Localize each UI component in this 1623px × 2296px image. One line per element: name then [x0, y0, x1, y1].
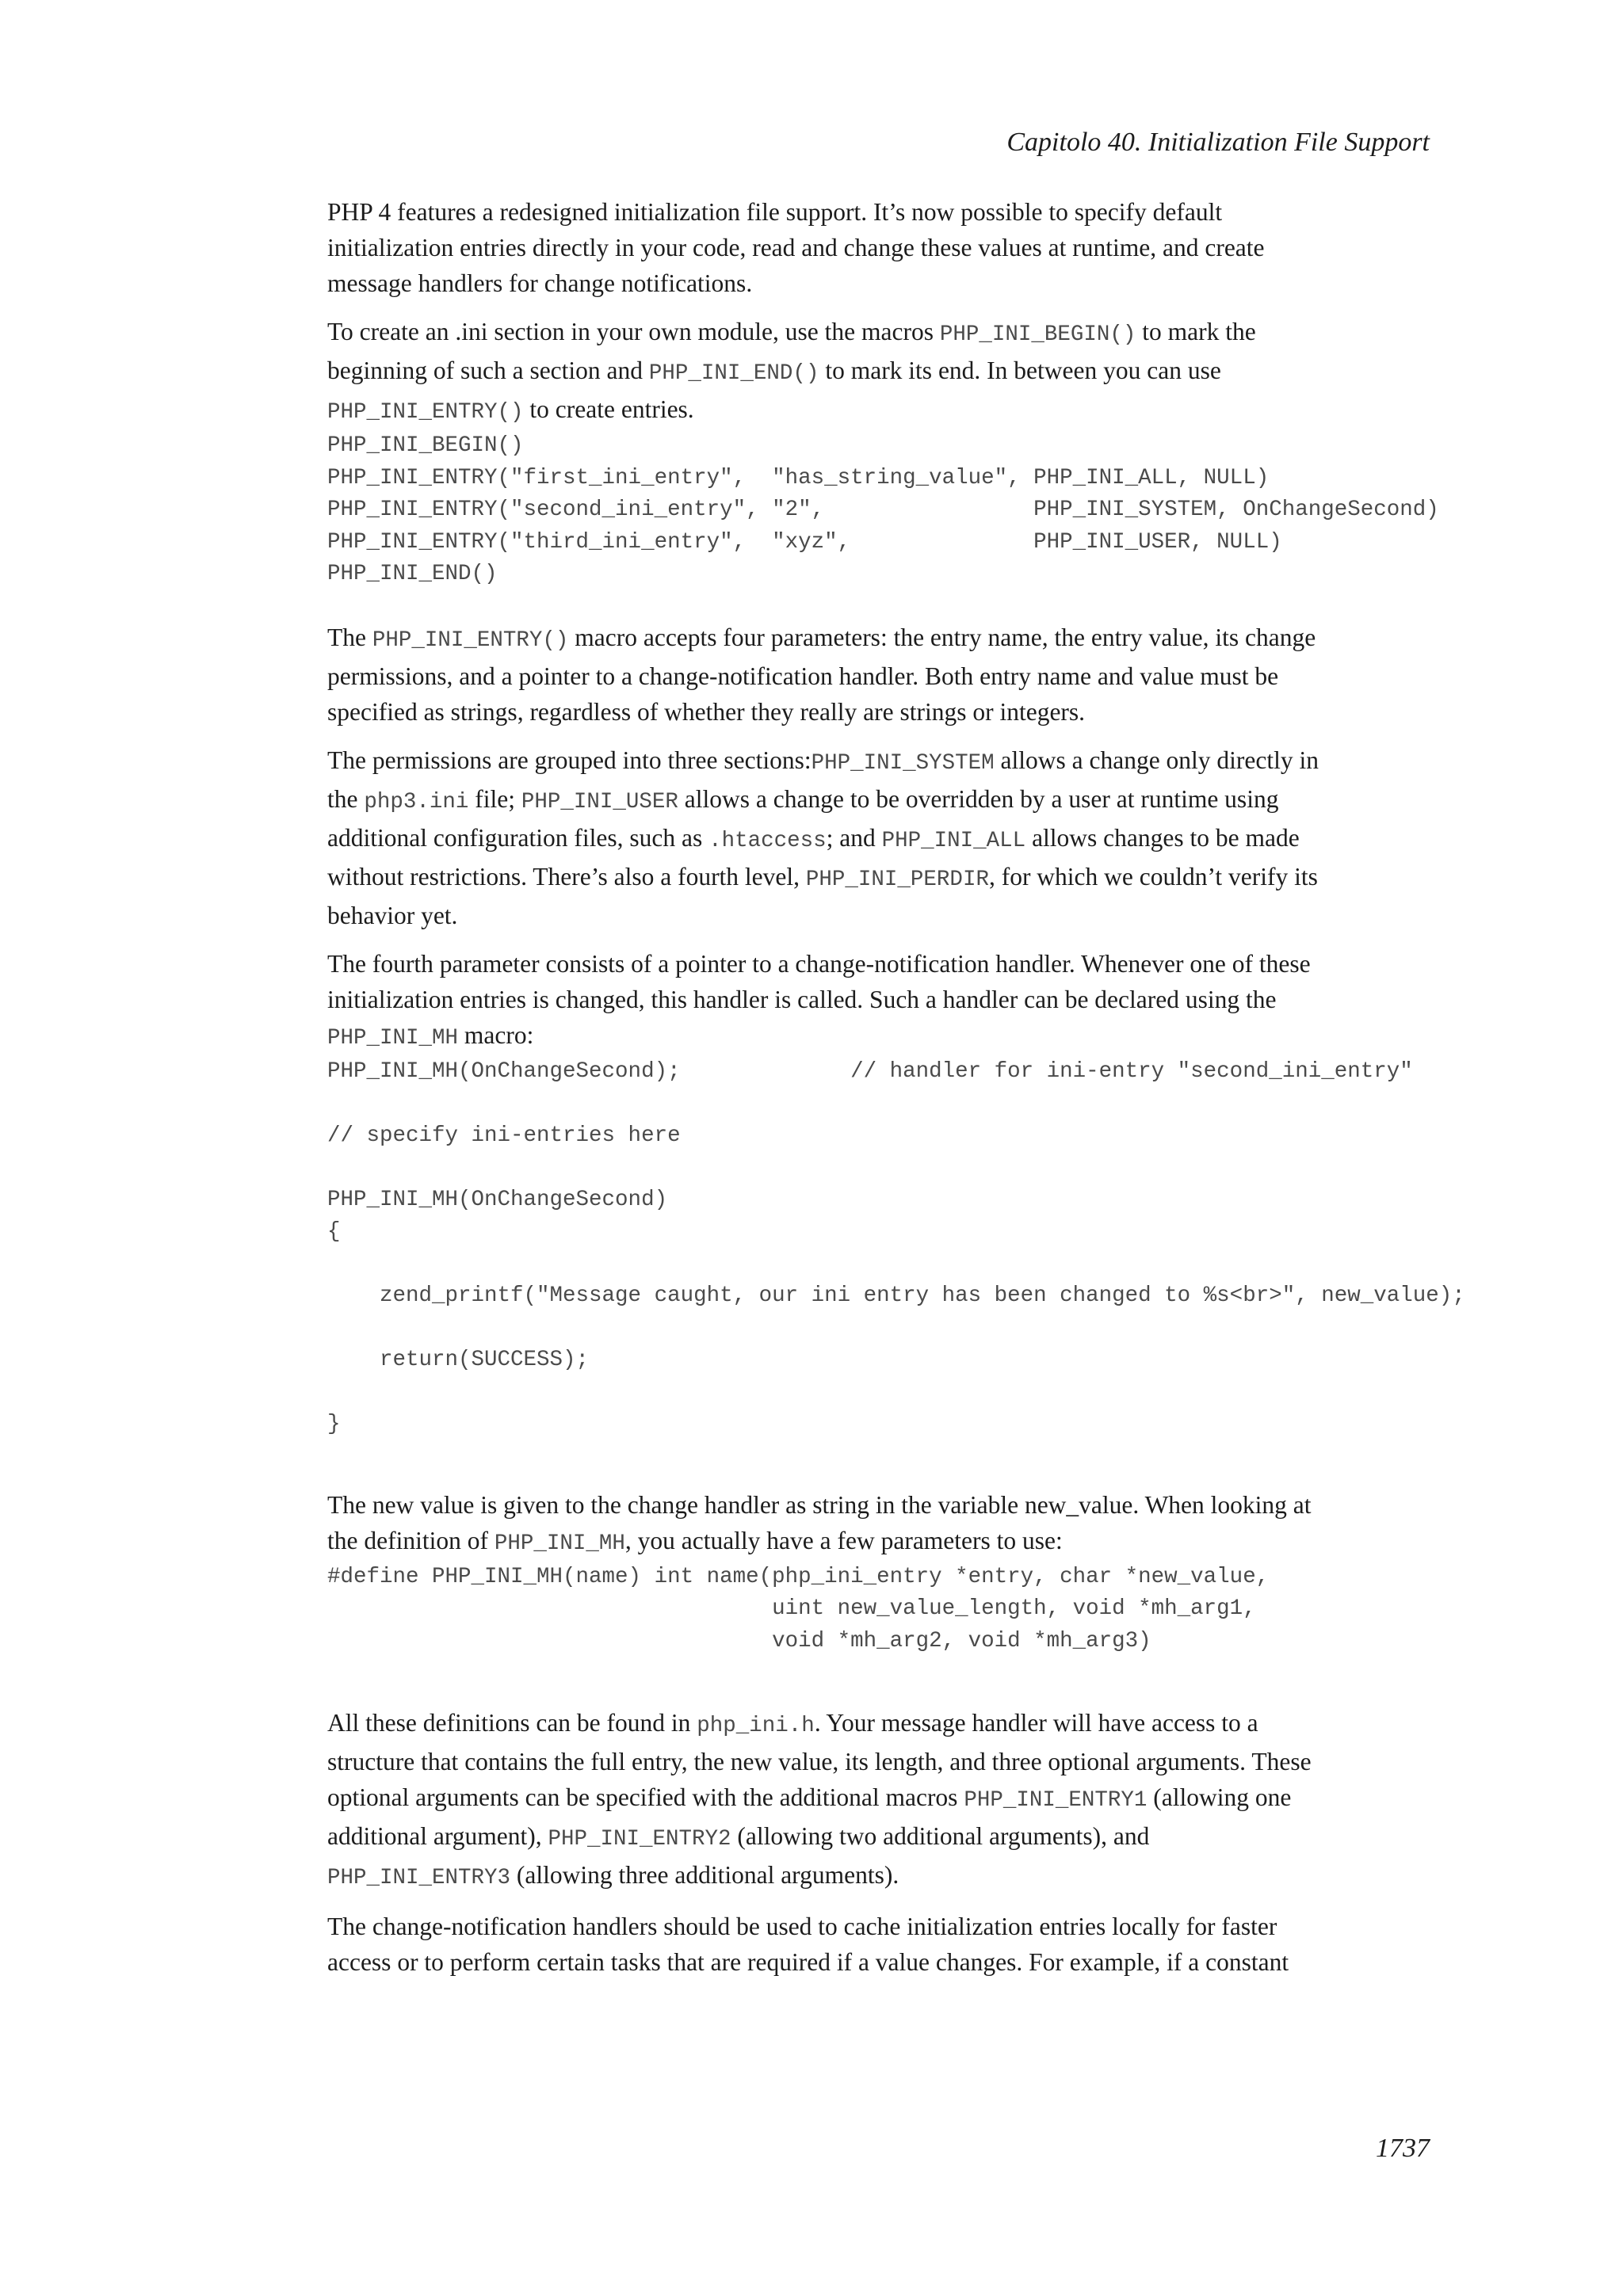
inline-code: PHP_INI_MH: [327, 1025, 459, 1051]
text-run: permissions, and a pointer to a change-notification handler. Both entry name and value must be: [327, 662, 1279, 690]
text-line: access or to perform certain tasks that are required if a value changes. For example, if a constant: [327, 1948, 1289, 1976]
text-run: macro:: [458, 1020, 534, 1049]
inline-code: php_ini.h: [697, 1714, 815, 1738]
ini-section-paragraph: [327, 314, 1437, 430]
code-block-ini-entries: PHP_INI_BEGIN() PHP_INI_ENTRY("first_ini_entry", "has_string_value", PHP_INI_ALL, NULL) PHP_INI_ENTRY("second_ini_entry", "2", PHP_INI_SYSTEM, OnChangeSecond) PHP_INI_ENTRY("third_ini_entry", "xyz", PHP_INI_USER, NULL) PHP_INI_END(): [327, 433, 1439, 586]
intro-paragraph: [327, 194, 1437, 301]
inline-code: PHP_INI_USER: [521, 789, 678, 814]
text-run: without restrictions. There’s also a fourth level,: [327, 862, 806, 891]
text-run: additional argument),: [327, 1822, 548, 1850]
text-run: macro accepts four parameters: the entry name, the entry value, its change: [568, 623, 1316, 651]
caching-paragraph: [327, 1909, 1437, 1980]
definitions-paragraph: [327, 1705, 1437, 1896]
text-run: the: [327, 784, 365, 813]
inline-code: .htaccess: [708, 828, 827, 853]
text-line: initialization entries directly in your code, read and change these values at runtime, and create: [327, 234, 1265, 261]
text-run: To create an .ini section in your own module, use the macros: [327, 318, 940, 345]
page-body: [327, 194, 1465, 1980]
text-run: additional configuration files, such as: [327, 823, 709, 852]
code-block-change-handler: PHP_INI_MH(OnChangeSecond); // handler for ini-entry "second_ini_entry" // specify ini-entries here PHP_INI_MH(OnChangeSecond) { zend_printf("Message caught, our ini entry has been changed to %s<br>", new_value); return(SUCCESS); }: [327, 1058, 1465, 1436]
text-line: The change-notification handlers should be used to cache initialization entries locally for faster: [327, 1913, 1277, 1940]
text-run: file;: [468, 784, 521, 813]
text-run: allows a change only directly in: [994, 746, 1319, 774]
text-run: , you actually have a few parameters to use:: [624, 1526, 1063, 1554]
text-run: , for which we couldn’t verify its: [988, 862, 1318, 891]
inline-code: PHP_INI_ENTRY3: [327, 1866, 511, 1890]
inline-code: PHP_INI_ENTRY1: [964, 1788, 1148, 1813]
text-run: structure that contains the full entry, the new value, its length, and three optional arguments. These: [327, 1748, 1312, 1775]
inline-code: PHP_INI_ENTRY(): [327, 400, 524, 425]
inline-code: PHP_INI_BEGIN(): [939, 322, 1136, 347]
text-run: to mark its end. In between you can use: [819, 357, 1221, 384]
inline-code: PHP_INI_END(): [648, 361, 819, 386]
inline-code: PHP_INI_PERDIR: [805, 867, 989, 892]
new-value-paragraph: [327, 1487, 1437, 1562]
inline-code: PHP_INI_ENTRY(): [372, 627, 569, 653]
text-run: beginning of such a section and: [327, 357, 649, 384]
text-run: (allowing one: [1147, 1783, 1292, 1811]
inline-code: PHP_INI_ALL: [881, 828, 1026, 853]
text-run: behavior yet.: [327, 901, 458, 929]
page-number: 1737: [1376, 2134, 1430, 2163]
text-run: All these definitions can be found in: [327, 1709, 697, 1737]
text-run: initialization entries is changed, this handler is called. Such a handler can be declared using the: [327, 985, 1277, 1013]
text-run: The: [327, 623, 372, 651]
handler-paragraph: [327, 946, 1437, 1056]
inline-code: php3.ini: [364, 789, 469, 814]
text-run: to create entries.: [523, 395, 694, 423]
inline-code: PHP_INI_ENTRY2: [548, 1827, 731, 1852]
macro-parameters-paragraph: [327, 620, 1437, 730]
text-run: specified as strings, regardless of whether they really are strings or integers.: [327, 697, 1086, 726]
text-run: The fourth parameter consists of a pointer to a change-notification handler. Whenever one of these: [327, 949, 1311, 978]
text-run: ; and: [826, 823, 882, 852]
inline-code: PHP_INI_MH: [494, 1531, 625, 1556]
text-run: allows a change to be overridden by a user at runtime using: [678, 784, 1279, 813]
text-run: . Your message handler will have access to a: [814, 1709, 1258, 1737]
text-run: The permissions are grouped into three sections:: [327, 746, 812, 774]
code-block-define: #define PHP_INI_MH(name) int name(php_ini_entry *entry, char *new_value, uint new_value_length, void *mh_arg1, void *mh_arg2, void *mh_arg3): [327, 1564, 1270, 1653]
text-line: message handlers for change notifications.: [327, 269, 753, 297]
permissions-paragraph: [327, 742, 1437, 933]
inline-code: PHP_INI_SYSTEM: [811, 750, 995, 776]
text-run: The new value is given to the change handler as string in the variable new_value. When looking at: [327, 1490, 1312, 1519]
text-run: (allowing two additional arguments), and: [731, 1822, 1150, 1850]
running-header: Capitolo 40. Initialization File Support: [1006, 128, 1430, 157]
text-run: to mark the: [1136, 318, 1256, 345]
text-line: PHP 4 features a redesigned initialization file support. It’s now possible to specify default: [327, 198, 1223, 226]
text-run: optional arguments can be specified with the additional macros: [327, 1783, 964, 1811]
text-run: allows changes to be made: [1025, 823, 1300, 852]
text-run: (allowing three additional arguments).: [510, 1861, 899, 1889]
text-run: the definition of: [327, 1526, 495, 1554]
